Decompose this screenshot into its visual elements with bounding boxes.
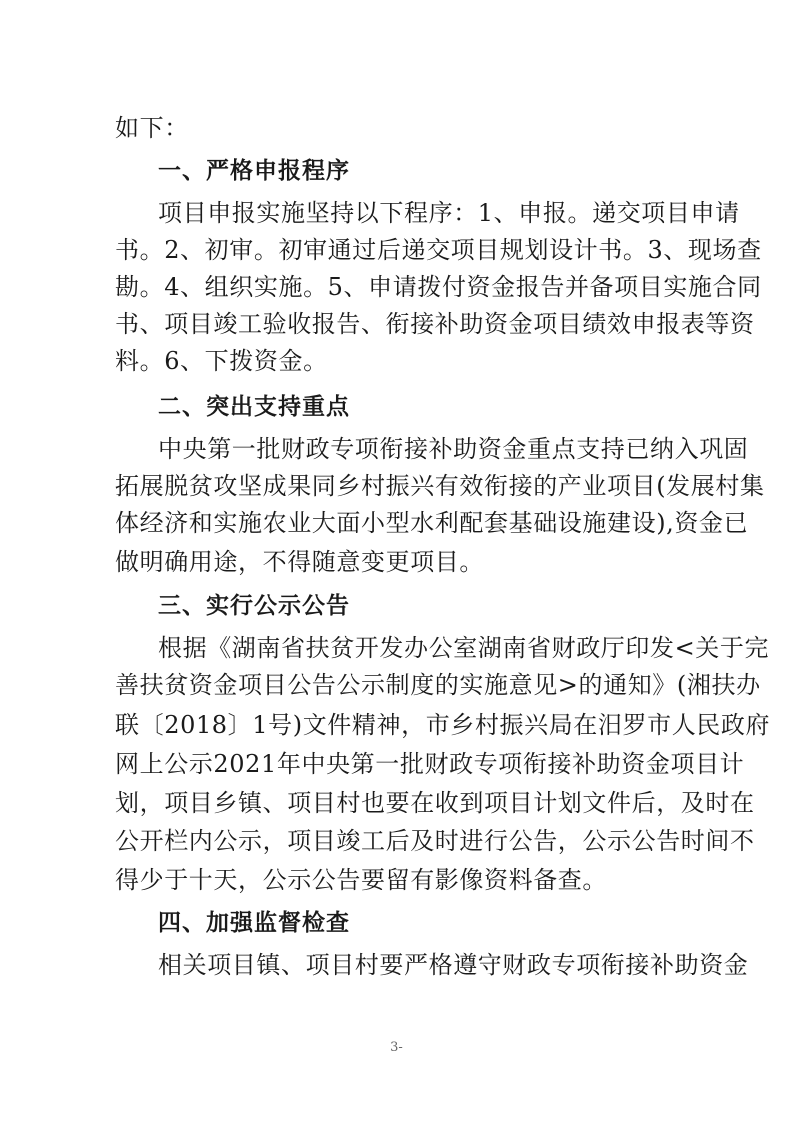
text-line: 联〔2018〕1号)文件精神，市乡村振兴局在汨罗市人民政府 <box>115 711 771 739</box>
text-line: 拓展脱贫攻坚成果同乡村振兴有效衔接的产业项目(发展村集 <box>115 472 765 500</box>
section-heading-2: 二、突出支持重点 <box>158 394 350 420</box>
section-heading-1: 一、严格申报程序 <box>158 158 350 184</box>
text-line: 相关项目镇、项目村要严格遵守财政专项衔接补助资金 <box>158 951 749 979</box>
text-line: 划，项目乡镇、项目村也要在收到项目计划文件后，及时在 <box>115 789 755 817</box>
text-line: 料。6、下拨资金。 <box>115 347 328 375</box>
text-line: 善扶贫资金项目公告公示制度的实施意见>的通知》(湘扶办 <box>115 671 761 699</box>
page-number: 3- <box>390 1040 403 1055</box>
text-line: 勘。4、组织实施。5、申请拨付资金报告并备项目实施合同 <box>115 273 762 301</box>
text-line: 得少于十天，公示公告要留有影像资料备查。 <box>115 866 607 894</box>
text-line: 公开栏内公示，项目竣工后及时进行公告，公示公告时间不 <box>115 827 755 855</box>
text-line: 根据《湖南省扶贫开发办公室湖南省财政厅印发<关于完 <box>158 634 770 662</box>
text-line: 体经济和实施农业大面小型水利配套基础设施建设),资金已 <box>115 509 749 537</box>
text-line: 书。2、初审。初审通过后递交项目规划设计书。3、现场查 <box>115 236 762 264</box>
text-line: 中央第一批财政专项衔接补助资金重点支持已纳入巩固 <box>158 435 749 463</box>
text-line: 如下： <box>115 114 189 142</box>
text-line: 做明确用途，不得随意变更项目。 <box>115 548 484 576</box>
text-line: 书、项目竣工验收报告、衔接补助资金项目绩效申报表等资 <box>115 310 755 338</box>
text-line: 项目申报实施坚持以下程序：1、申报。递交项目申请 <box>158 199 740 227</box>
text-line: 网上公示2021年中央第一批财政专项衔接补助资金项目计 <box>115 750 745 778</box>
section-heading-4: 四、加强监督检查 <box>158 910 350 936</box>
section-heading-3: 三、实行公示公告 <box>158 593 350 619</box>
